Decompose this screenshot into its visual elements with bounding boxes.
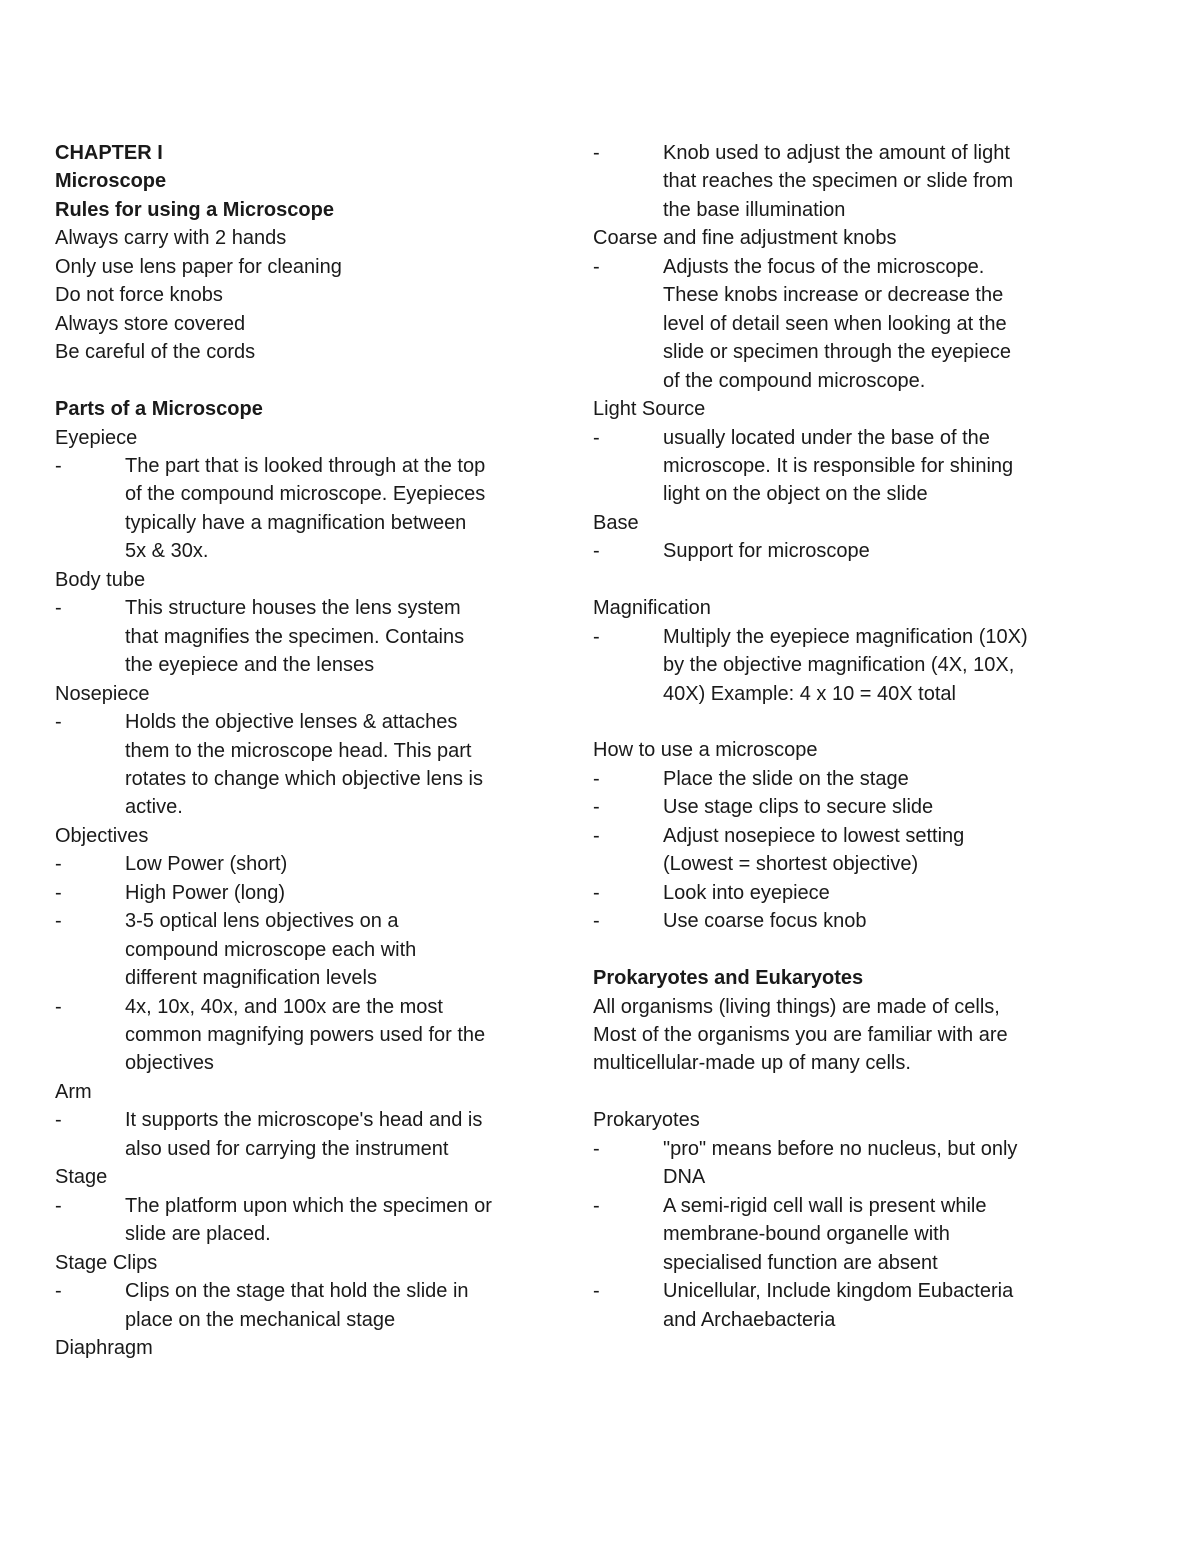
dash-marker: - (593, 881, 600, 904)
section-title-base: Base (593, 511, 639, 534)
section-title-light-source: Light Source (593, 398, 706, 421)
bullet-text: Place the slide on the stage (663, 767, 909, 790)
intro-line: All organisms (living things) are made of cells, (593, 995, 1000, 1018)
dash-marker: - (593, 625, 600, 648)
section-title-body-tube: Body tube (55, 568, 146, 591)
bullet-text: Use stage clips to secure slide (663, 796, 934, 819)
section-title-prokaryotes: Prokaryotes (593, 1109, 700, 1132)
bullet-item (55, 1106, 555, 1163)
bullet-text: usually located under the base of the microscope. It is responsible for shining light on the object on the slide (663, 426, 1014, 506)
dash-marker: - (55, 910, 62, 933)
section-title-arm: Arm (55, 1080, 92, 1103)
section-title-stage: Stage (55, 1166, 108, 1189)
bullet-item (593, 765, 1113, 793)
bullet-item (593, 1277, 1113, 1334)
bullet-item (55, 1192, 555, 1249)
bullet-item (593, 879, 1113, 907)
dash-marker: - (593, 910, 600, 933)
spacer (55, 367, 555, 395)
section-title-magnification: Magnification (593, 597, 711, 620)
bullet-text: This structure houses the lens system that magnifies the specimen. Contains the eyepiece and the lenses (125, 597, 465, 677)
bullet-item (55, 850, 555, 878)
bullet-text: Holds the objective lenses & attaches them to the microscope head. This part rotates to change which objective lens is active. (125, 711, 483, 819)
dash-marker: - (55, 1194, 62, 1217)
dash-marker: - (593, 1280, 600, 1303)
dash-marker: - (593, 142, 600, 164)
bullet-text: The platform upon which the specimen or slide are placed. (125, 1194, 492, 1246)
bullet-item (593, 623, 1113, 708)
section-title-eyepiece: Eyepiece (55, 426, 138, 449)
bullet-item (55, 907, 555, 992)
bullet-item (593, 1135, 1113, 1192)
bullet-text: Use coarse focus knob (663, 910, 867, 933)
bullet-text: Knob used to adjust the amount of light that reaches the specimen or slide from the base illumination (663, 142, 1014, 221)
rule-item: Only use lens paper for cleaning (55, 255, 342, 278)
bullet-item (593, 1192, 1113, 1277)
section-title-objectives: Objectives (55, 824, 149, 847)
dash-marker: - (55, 853, 62, 876)
dash-marker: - (593, 255, 600, 278)
dash-marker: - (593, 824, 600, 847)
left-column (55, 139, 555, 1362)
chapter-title: CHAPTER I (55, 142, 163, 164)
bullet-item (593, 822, 1113, 879)
dash-marker: - (55, 1280, 62, 1303)
bullet-text: 4x, 10x, 40x, and 100x are the most common magnifying powers used for the objectives (125, 995, 486, 1075)
bullet-text: It supports the microscope's head and is also used for carrying the instrument (125, 1109, 483, 1160)
dash-marker: - (593, 796, 600, 819)
bullet-item (593, 253, 1113, 395)
prokaryotes-eukaryotes-heading: Prokaryotes and Eukaryotes (593, 967, 864, 990)
bullet-item (55, 594, 555, 679)
bullet-text: Unicellular, Include kingdom Eubacteria and Archaebacteria (663, 1280, 1014, 1331)
dash-marker: - (593, 1137, 600, 1160)
bullet-item (55, 452, 555, 566)
section-title-stage-clips: Stage Clips (55, 1251, 158, 1274)
bullet-item (55, 708, 555, 822)
section-title-diaphragm: Diaphragm (55, 1337, 153, 1360)
bullet-text: Look into eyepiece (663, 881, 830, 904)
intro-line: Most of the organisms you are familiar with are (593, 1024, 1008, 1046)
dash-marker: - (55, 597, 62, 620)
spacer (593, 936, 1113, 964)
subject-title: Microscope (55, 170, 167, 193)
spacer (593, 708, 1113, 736)
rule-item: Do not force knobs (55, 284, 223, 307)
dash-marker: - (55, 711, 62, 734)
bullet-item (593, 424, 1113, 509)
section-title-how-to: How to use a microscope (593, 739, 818, 762)
section-title-nosepiece: Nosepiece (55, 682, 150, 705)
dash-marker: - (55, 454, 62, 477)
bullet-text: High Power (long) (125, 881, 286, 904)
bullet-text: "pro" means before no nucleus, but only DNA (663, 1137, 1018, 1189)
dash-marker: - (55, 881, 62, 904)
bullet-item (55, 879, 555, 907)
rules-heading: Rules for using a Microscope (55, 198, 334, 221)
dash-marker: - (593, 540, 600, 563)
bullet-item (593, 793, 1113, 821)
bullet-item (55, 993, 555, 1078)
dash-marker: - (55, 1109, 62, 1132)
bullet-item (55, 1277, 555, 1334)
rule-item: Always carry with 2 hands (55, 227, 287, 250)
dash-marker: - (55, 995, 62, 1018)
section-title-coarse-fine: Coarse and fine adjustment knobs (593, 227, 897, 250)
dash-marker: - (593, 1194, 600, 1217)
bullet-text: 3-5 optical lens objectives on a compound microscope each with different magnification levels (125, 910, 417, 990)
bullet-text: Clips on the stage that hold the slide in place on the mechanical stage (125, 1280, 469, 1331)
intro-line: multicellular-made up of many cells. (593, 1052, 911, 1075)
parts-heading: Parts of a Microscope (55, 398, 263, 421)
right-column (593, 139, 1113, 1334)
rule-item: Be careful of the cords (55, 341, 256, 364)
rule-item: Always store covered (55, 312, 246, 335)
bullet-item (593, 907, 1113, 935)
bullet-text: Adjusts the focus of the microscope. These knobs increase or decrease the level of detail seen when looking at the slide or specimen through the eyepiece of the compound microscope. (663, 255, 1011, 392)
spacer (593, 566, 1113, 594)
bullet-text: Multiply the eyepiece magnification (10X) by the objective magnification (4X, 10X, 40X) Example: 4 x 10 = 40X total (663, 625, 1028, 705)
bullet-item (593, 139, 1113, 224)
bullet-text: A semi-rigid cell wall is present while membrane-bound organelle with specialised function are absent (663, 1194, 987, 1274)
bullet-item (593, 537, 1113, 565)
bullet-text: The part that is looked through at the top of the compound microscope. Eyepieces typically have a magnification between 5x & 30x. (125, 454, 486, 563)
bullet-text: Support for microscope (663, 540, 870, 563)
spacer (593, 1078, 1113, 1106)
dash-marker: - (593, 426, 600, 449)
bullet-text: Adjust nosepiece to lowest setting (Lowest = shortest objective) (663, 824, 965, 876)
dash-marker: - (593, 767, 600, 790)
bullet-text: Low Power (short) (125, 853, 288, 876)
